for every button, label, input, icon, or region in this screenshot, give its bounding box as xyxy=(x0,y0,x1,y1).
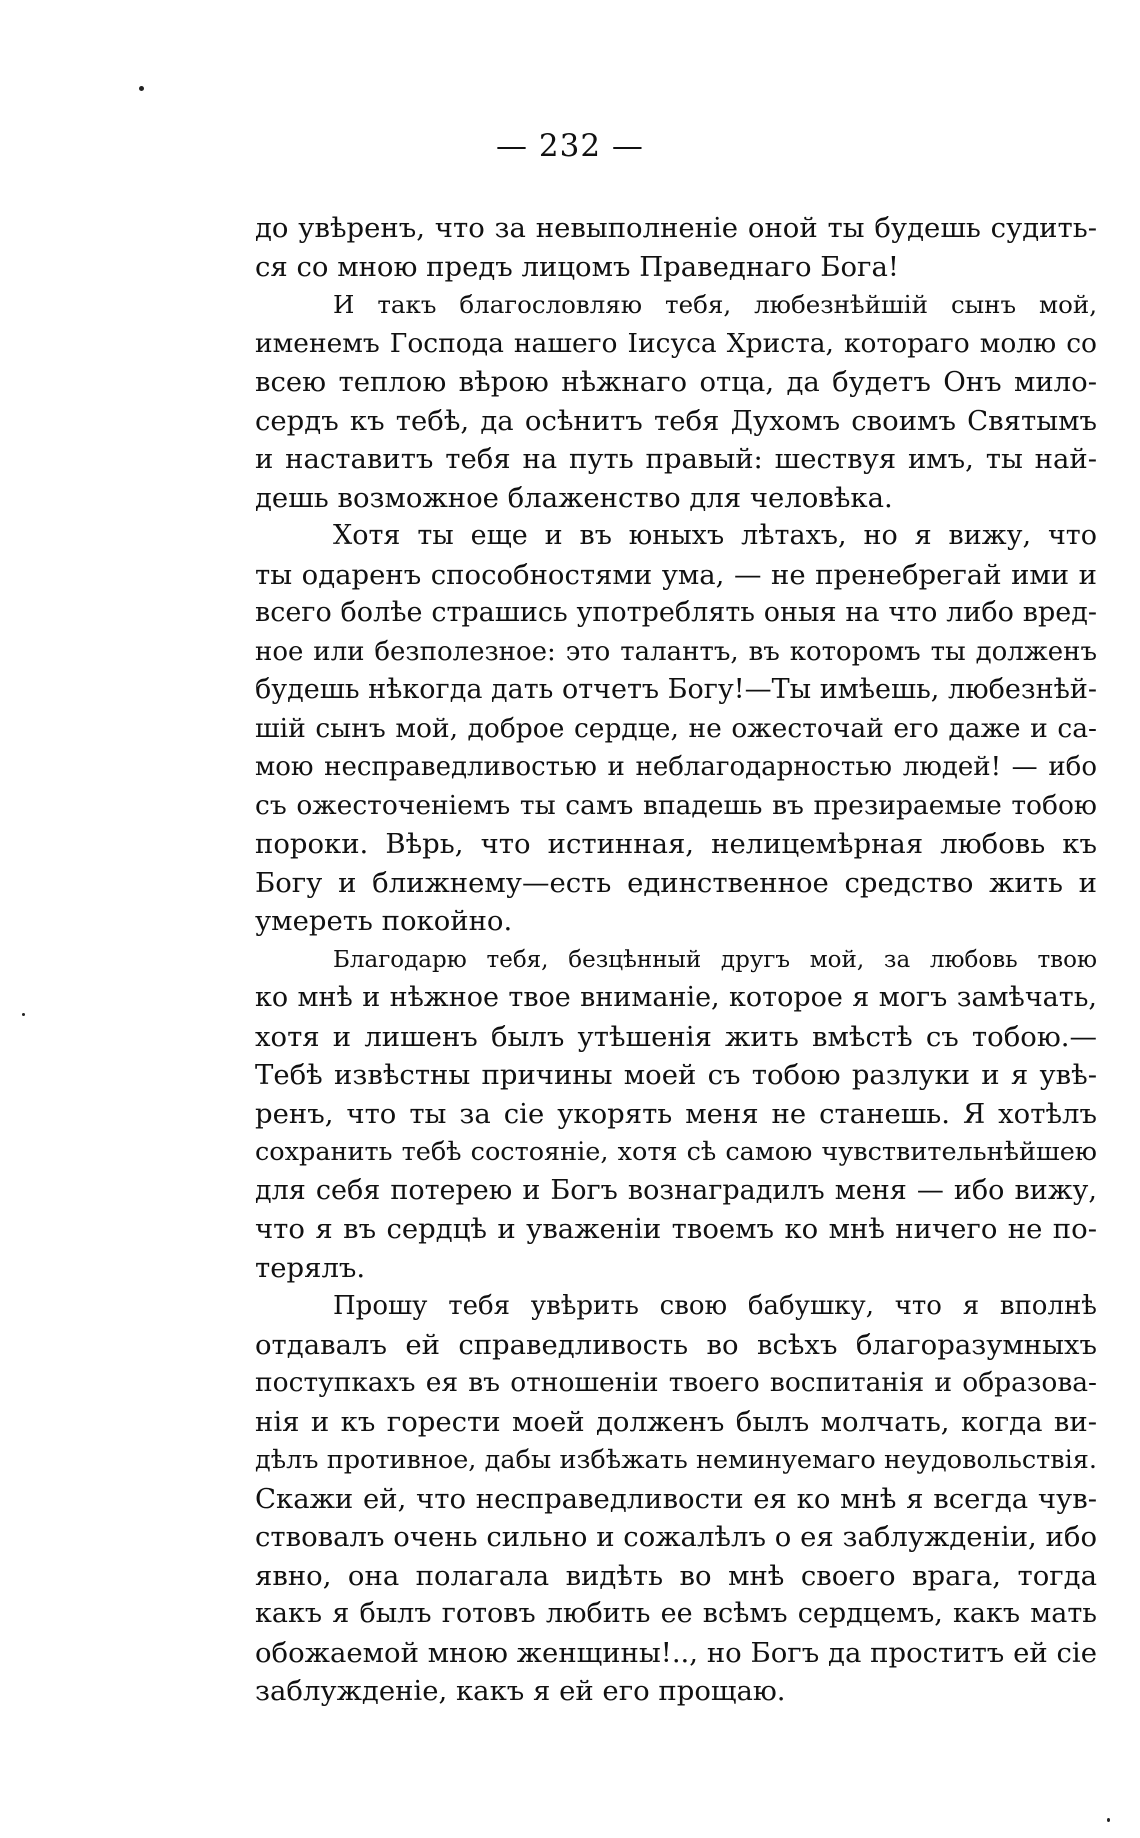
text-line: ты одаренъ способностями ума, — не пренебрегай ими и xyxy=(255,558,1097,591)
text-line: обожаемой мною женщины!.., но Богъ да проститъ ей сіе xyxy=(255,1636,1097,1669)
text-line: Богу и ближнему—есть единственное средство жить и xyxy=(255,866,1097,899)
text-line: умереть покойно. xyxy=(255,905,513,937)
text-line: и наставитъ тебя на путь правый: шествуя имъ, ты най- xyxy=(255,443,1097,475)
text-line: шій сынъ мой, доброе сердце, не ожесточай его даже и са- xyxy=(255,712,1097,744)
text-line: всего болѣе страшись употреблять оныя на что либо вред- xyxy=(255,597,1097,628)
text-line: сердъ къ тебѣ, да осѣнитъ тебя Духомъ своимъ Святымъ xyxy=(255,404,1097,437)
text-line: ное или безполезное: это талантъ, въ которомъ ты долженъ xyxy=(255,636,1097,667)
text-line: Благодарю тебя, безцѣнный другъ мой, за любовь твою xyxy=(333,946,1097,973)
text-line: Скажи ей, что несправедливости ея ко мнѣ я всегда чув- xyxy=(255,1482,1097,1515)
text-line: ко мнѣ и нѣжное твое вниманіе, которое я могъ замѣчать, xyxy=(255,982,1097,1013)
text-line: всею теплою вѣрою нѣжнаго отца, да будетъ Онъ мило- xyxy=(255,366,1097,398)
text-line: дешь возможное блаженство для человѣка. xyxy=(255,481,893,514)
text-line: что я въ сердцѣ и уваженіи твоемъ ко мнѣ ничего не по- xyxy=(255,1213,1097,1245)
text-line: какъ я былъ готовъ любить ее всѣмъ сердцемъ, какъ мать xyxy=(255,1598,1097,1629)
page-number: — 232 — xyxy=(496,128,644,164)
text-line: ренъ, что ты за сіе укорять меня не станешь. Я хотѣлъ xyxy=(255,1097,1097,1130)
text-line: Тебѣ извѣстны причины моей съ тобою разлуки и я увѣ- xyxy=(255,1059,1097,1091)
text-line: будешь нѣкогда дать отчетъ Богу!—Ты имѣешь, любезнѣй- xyxy=(255,674,1097,705)
text-line: дѣлъ противное, дабы избѣжать неминуемаго неудовольствія. xyxy=(255,1445,1097,1475)
text-line: мою несправедливостью и неблагодарностью людей! — ибо xyxy=(255,752,1097,782)
body-text xyxy=(255,209,1097,1711)
text-line: съ ожесточеніемъ ты самъ впадешь въ презираемые тобою xyxy=(255,789,1097,821)
text-line: хотя и лишенъ былъ утѣшенія жить вмѣстѣ съ тобою.— xyxy=(255,1020,1097,1053)
text-line: Прошу тебя увѣрить свою бабушку, что я вполнѣ xyxy=(333,1291,1097,1321)
ink-speck xyxy=(1107,1818,1110,1822)
text-line: именемъ Господа нашего Іисуса Христа, котораго молю со xyxy=(255,327,1097,359)
ink-speck xyxy=(22,1013,25,1016)
text-line: сохранить тебѣ состояніе, хотя сѣ самою чувствительнѣйшею xyxy=(255,1137,1097,1167)
text-line: поступкахъ ея въ отношеніи твоего воспитанія и образова- xyxy=(255,1367,1097,1398)
text-line: заблужденіе, какъ я ей его прощаю. xyxy=(255,1675,786,1707)
text-line: пороки. Вѣрь, что истинная, нелицемѣрная любовь къ xyxy=(255,828,1097,860)
ink-speck xyxy=(139,86,144,91)
text-line: явно, она полагала видѣть во мнѣ своего врага, тогда xyxy=(255,1559,1097,1592)
text-line: до увѣренъ, что за невыполненіе оной ты будешь судить- xyxy=(255,212,1097,244)
text-line: ствовалъ очень сильно и сожалѣлъ о ея заблужденіи, ибо xyxy=(255,1521,1097,1553)
text-line: нія и къ горести моей долженъ былъ молчать, когда ви- xyxy=(255,1405,1097,1438)
text-line: Хотя ты еще и въ юныхъ лѣтахъ, но я вижу, что xyxy=(333,520,1097,551)
text-line: ся со мною предъ лицомъ Праведнаго Бога! xyxy=(255,250,899,283)
text-line: терялъ. xyxy=(255,1251,366,1284)
text-line: для себя потерею и Богъ вознаградилъ меня — ибо вижу, xyxy=(255,1174,1097,1206)
text-line: И такъ благословляю тебя, любезнѣйшій сынъ мой, xyxy=(333,290,1097,319)
text-line: отдавалъ ей справедливость во всѣхъ благоразумныхъ xyxy=(255,1328,1097,1361)
